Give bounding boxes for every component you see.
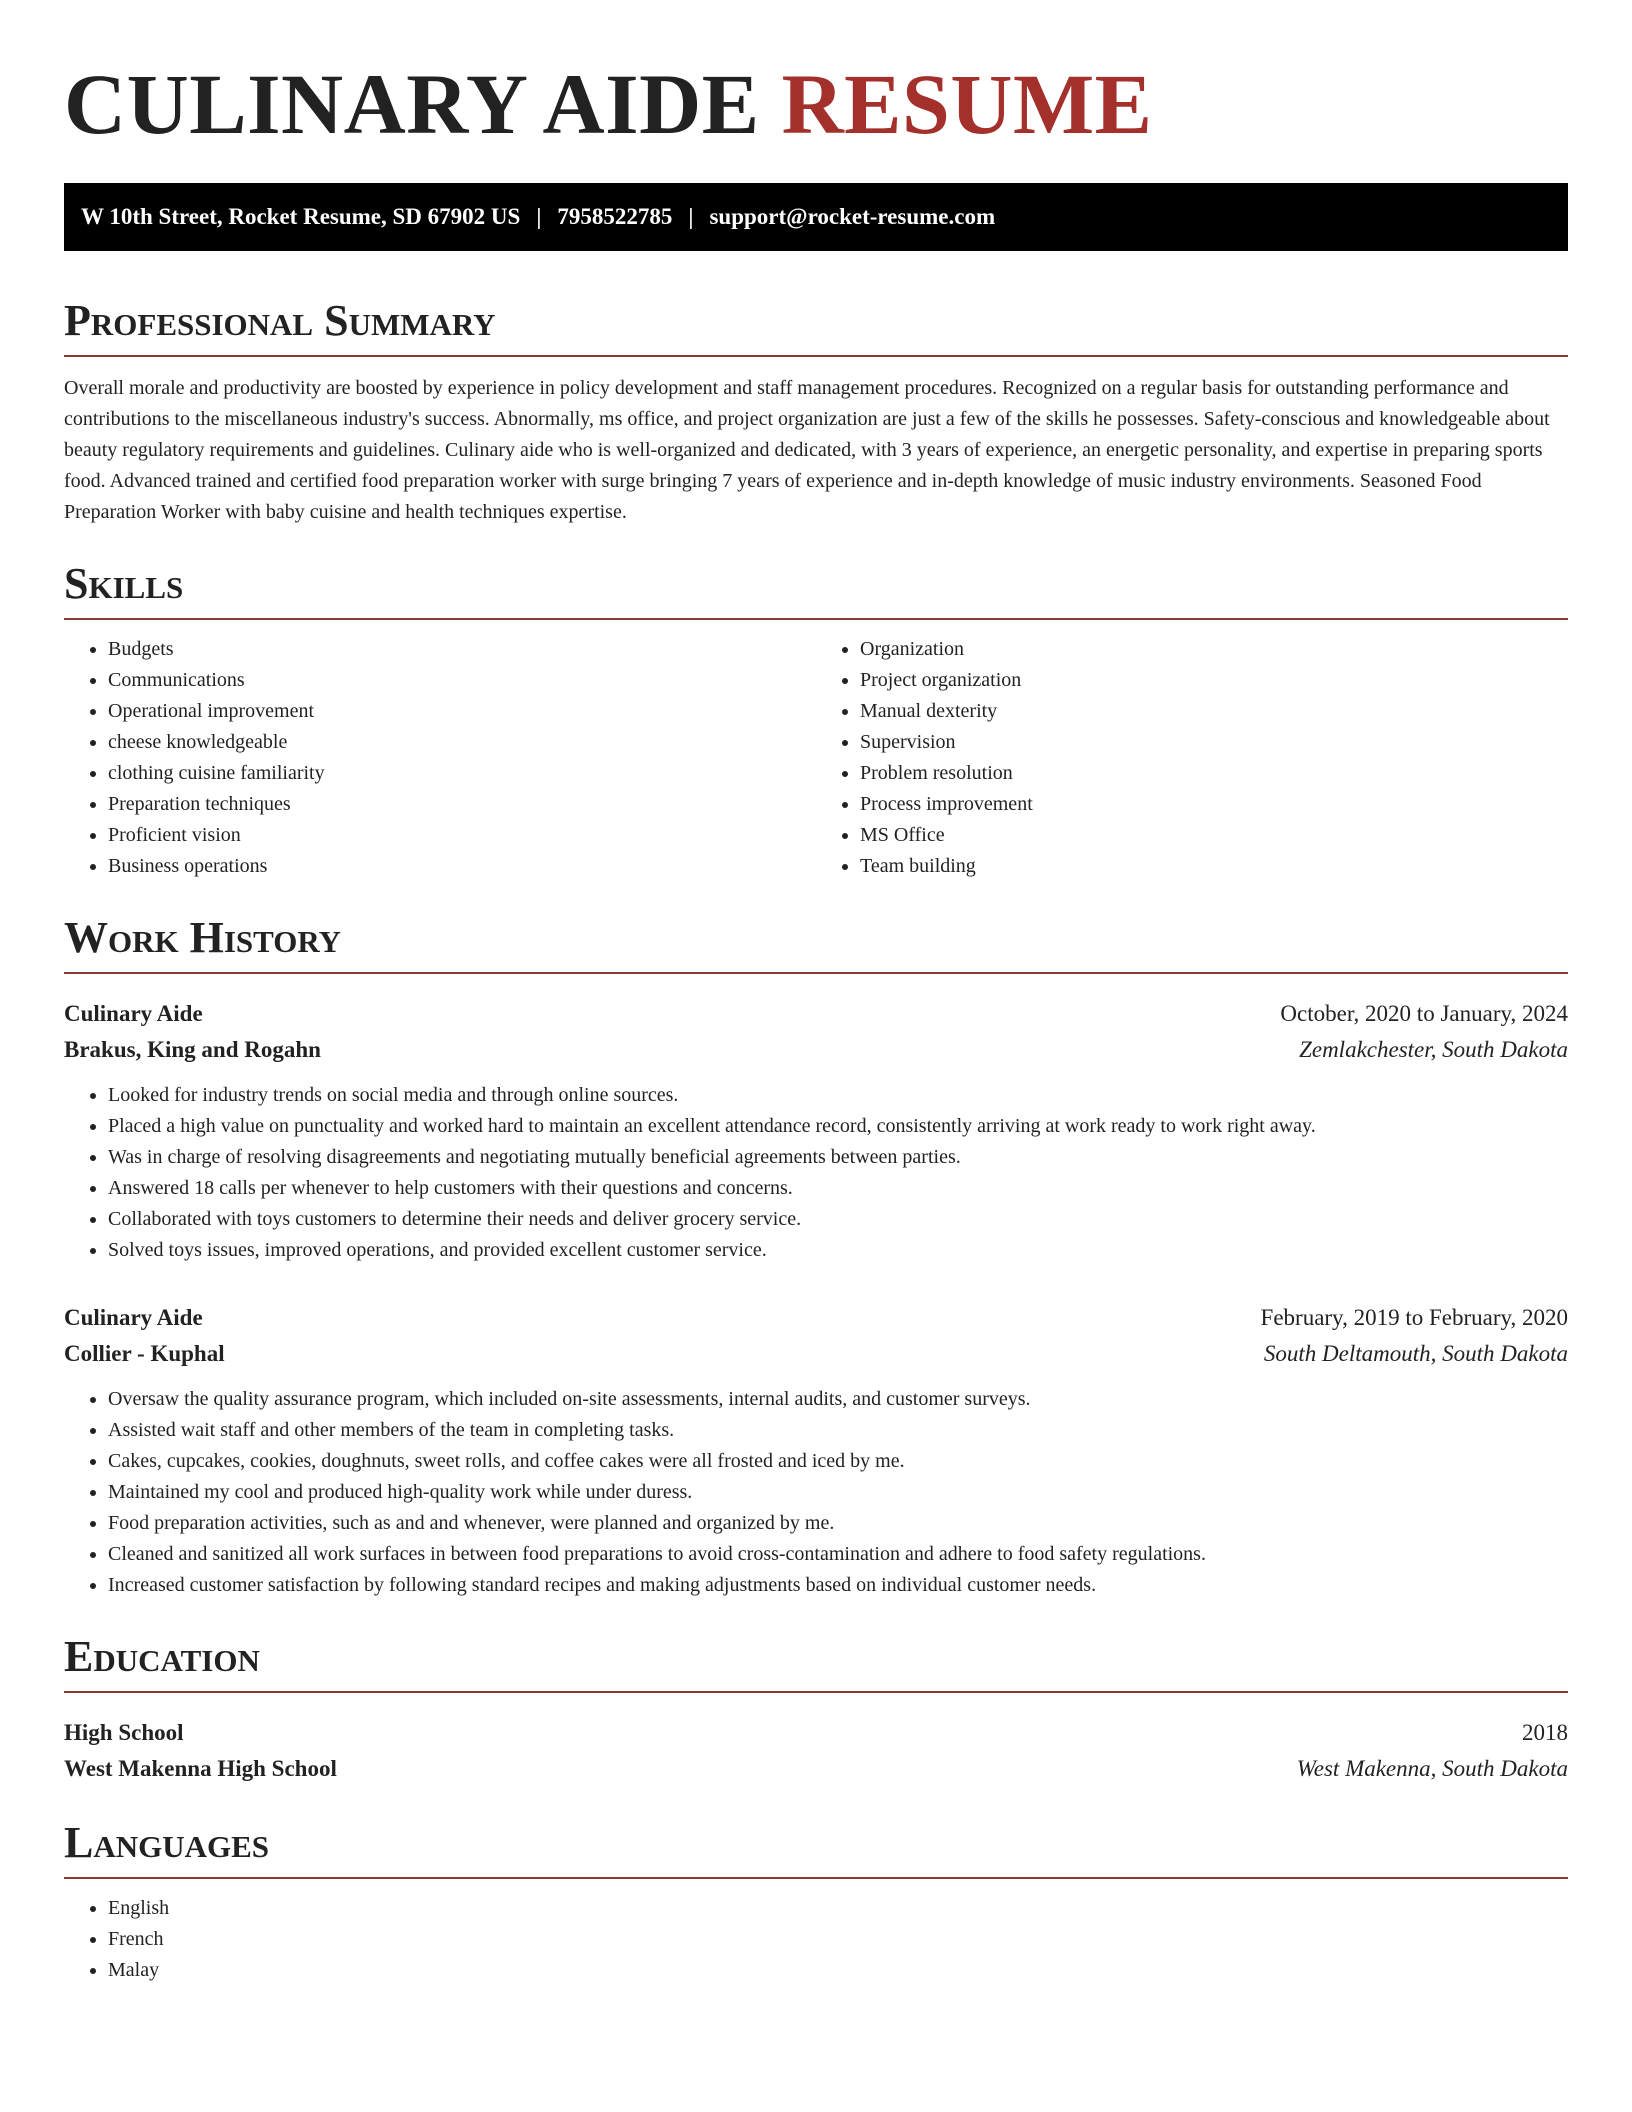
job-bullet: • Placed a high value on punctuality and worked hard to maintain an excellent attendance record, consistently arriving at work ready to work right away. [108, 1111, 1568, 1142]
skill-item: • Supervision [860, 727, 1568, 758]
job-bullets [64, 1080, 1568, 1266]
skill-item: • Process improvement [860, 789, 1568, 820]
skill-item: • Problem resolution [860, 758, 1568, 789]
job-company-row [64, 1032, 1568, 1068]
job-entry [64, 996, 1568, 1266]
job-bullet: • Solved toys issues, improved operations, and provided excellent customer service. [108, 1235, 1568, 1266]
skill-item: • Manual dexterity [860, 696, 1568, 727]
job-bullet: • Cleaned and sanitized all work surfaces in between food preparations to avoid cross-contamination and adhere to food safety regulations. [108, 1539, 1568, 1570]
language-item: • French [108, 1924, 1568, 1955]
job-dates: October, 2020 to January, 2024 [1280, 1001, 1568, 1026]
skills-list-left [64, 634, 816, 882]
job-company: Collier - Kuphal [64, 1341, 225, 1366]
skill-item: • Budgets [108, 634, 816, 665]
job-location: Zemlakchester, South Dakota [1299, 1037, 1568, 1062]
education-year: 2018 [1522, 1720, 1568, 1745]
skill-item: • Organization [860, 634, 1568, 665]
job-bullets [64, 1384, 1568, 1601]
skill-item: • Team building [860, 851, 1568, 882]
title-main: CULINARY AIDE [64, 56, 760, 152]
summary-text: Overall morale and productivity are boosted by experience in policy development and staff management procedures. Recognized on a regular basis for outstanding performance and contributions to the miscellaneous industry's success. Abnormally, ms office, and project organization are just a few of the skills he possesses. Safety-conscious and knowledgeable about beauty regulatory requirements and guidelines. Culinary aide who is well-organized and dedicated, with 3 years of experience, an energetic personality, and expertise in preparing sports food. Advanced trained and certified food preparation worker with surge bringing 7 years of experience and in-depth knowledge of music industry environments. Seasoned Food Preparation Worker with baby cuisine and health techniques expertise. [64, 377, 1550, 523]
contact-bar [64, 183, 1568, 251]
job-bullet: • Increased customer satisfaction by following standard recipes and making adjustments based on individual customer needs. [108, 1570, 1568, 1601]
job-company: Brakus, King and Rogahn [64, 1037, 321, 1062]
skill-item: • Project organization [860, 665, 1568, 696]
contact-phone: 7958522785 [557, 204, 673, 229]
education-heading: Education [64, 1629, 1568, 1693]
title-accent: RESUME [781, 56, 1153, 152]
job-bullet: • Answered 18 calls per whenever to help customers with their questions and concerns. [108, 1173, 1568, 1204]
education-degree: High School [64, 1720, 184, 1745]
language-item: • English [108, 1893, 1568, 1924]
education-degree-row [64, 1715, 1568, 1751]
skill-item: • Operational improvement [108, 696, 816, 727]
summary-heading: Professional Summary [64, 293, 1568, 357]
skill-item: • Communications [108, 665, 816, 696]
skills-list-right [816, 634, 1568, 882]
skill-item: • clothing cuisine familiarity [108, 758, 816, 789]
work-heading: Work History [64, 910, 1568, 974]
skill-item: • Business operations [108, 851, 816, 882]
education-school: West Makenna High School [64, 1756, 337, 1781]
job-bullet: • Assisted wait staff and other members of the team in completing tasks. [108, 1415, 1568, 1446]
job-location: South Deltamouth, South Dakota [1263, 1341, 1568, 1366]
job-bullet: • Cakes, cupcakes, cookies, doughnuts, sweet rolls, and coffee cakes were all frosted and iced by me. [108, 1446, 1568, 1477]
skills-grid [64, 634, 1568, 882]
skill-item: • Preparation techniques [108, 789, 816, 820]
job-bullet: • Collaborated with toys customers to determine their needs and deliver grocery service. [108, 1204, 1568, 1235]
skill-item: • MS Office [860, 820, 1568, 851]
education-location: West Makenna, South Dakota [1296, 1756, 1568, 1781]
contact-email: support@rocket-resume.com [709, 204, 996, 229]
contact-address: W 10th Street, Rocket Resume, SD 67902 US [81, 204, 521, 229]
skills-heading: Skills [64, 556, 1568, 620]
job-bullet: • Looked for industry trends on social media and through online sources. [108, 1080, 1568, 1111]
education-entry [64, 1715, 1568, 1787]
job-title-row [64, 996, 1568, 1032]
languages-heading: Languages [64, 1815, 1568, 1879]
education-school-row [64, 1751, 1568, 1787]
languages-list [64, 1893, 1568, 1986]
job-title: Culinary Aide [64, 1001, 203, 1026]
language-item: • Malay [108, 1955, 1568, 1986]
job-dates: February, 2019 to February, 2020 [1260, 1305, 1568, 1330]
job-title-row [64, 1300, 1568, 1336]
job-bullet: • Oversaw the quality assurance program, which included on-site assessments, internal audits, and customer surveys. [108, 1384, 1568, 1415]
job-company-row [64, 1336, 1568, 1372]
skill-item: • cheese knowledgeable [108, 727, 816, 758]
job-bullet: • Maintained my cool and produced high-quality work while under duress. [108, 1477, 1568, 1508]
job-title: Culinary Aide [64, 1305, 203, 1330]
skill-item: • Proficient vision [108, 820, 816, 851]
contact-separator: | [688, 204, 694, 229]
job-bullet: • Was in charge of resolving disagreements and negotiating mutually beneficial agreements between parties. [108, 1142, 1568, 1173]
job-entry [64, 1300, 1568, 1601]
resume-title [64, 0, 1568, 156]
contact-separator: | [536, 204, 542, 229]
job-bullet: • Food preparation activities, such as and and whenever, were planned and organized by me. [108, 1508, 1568, 1539]
